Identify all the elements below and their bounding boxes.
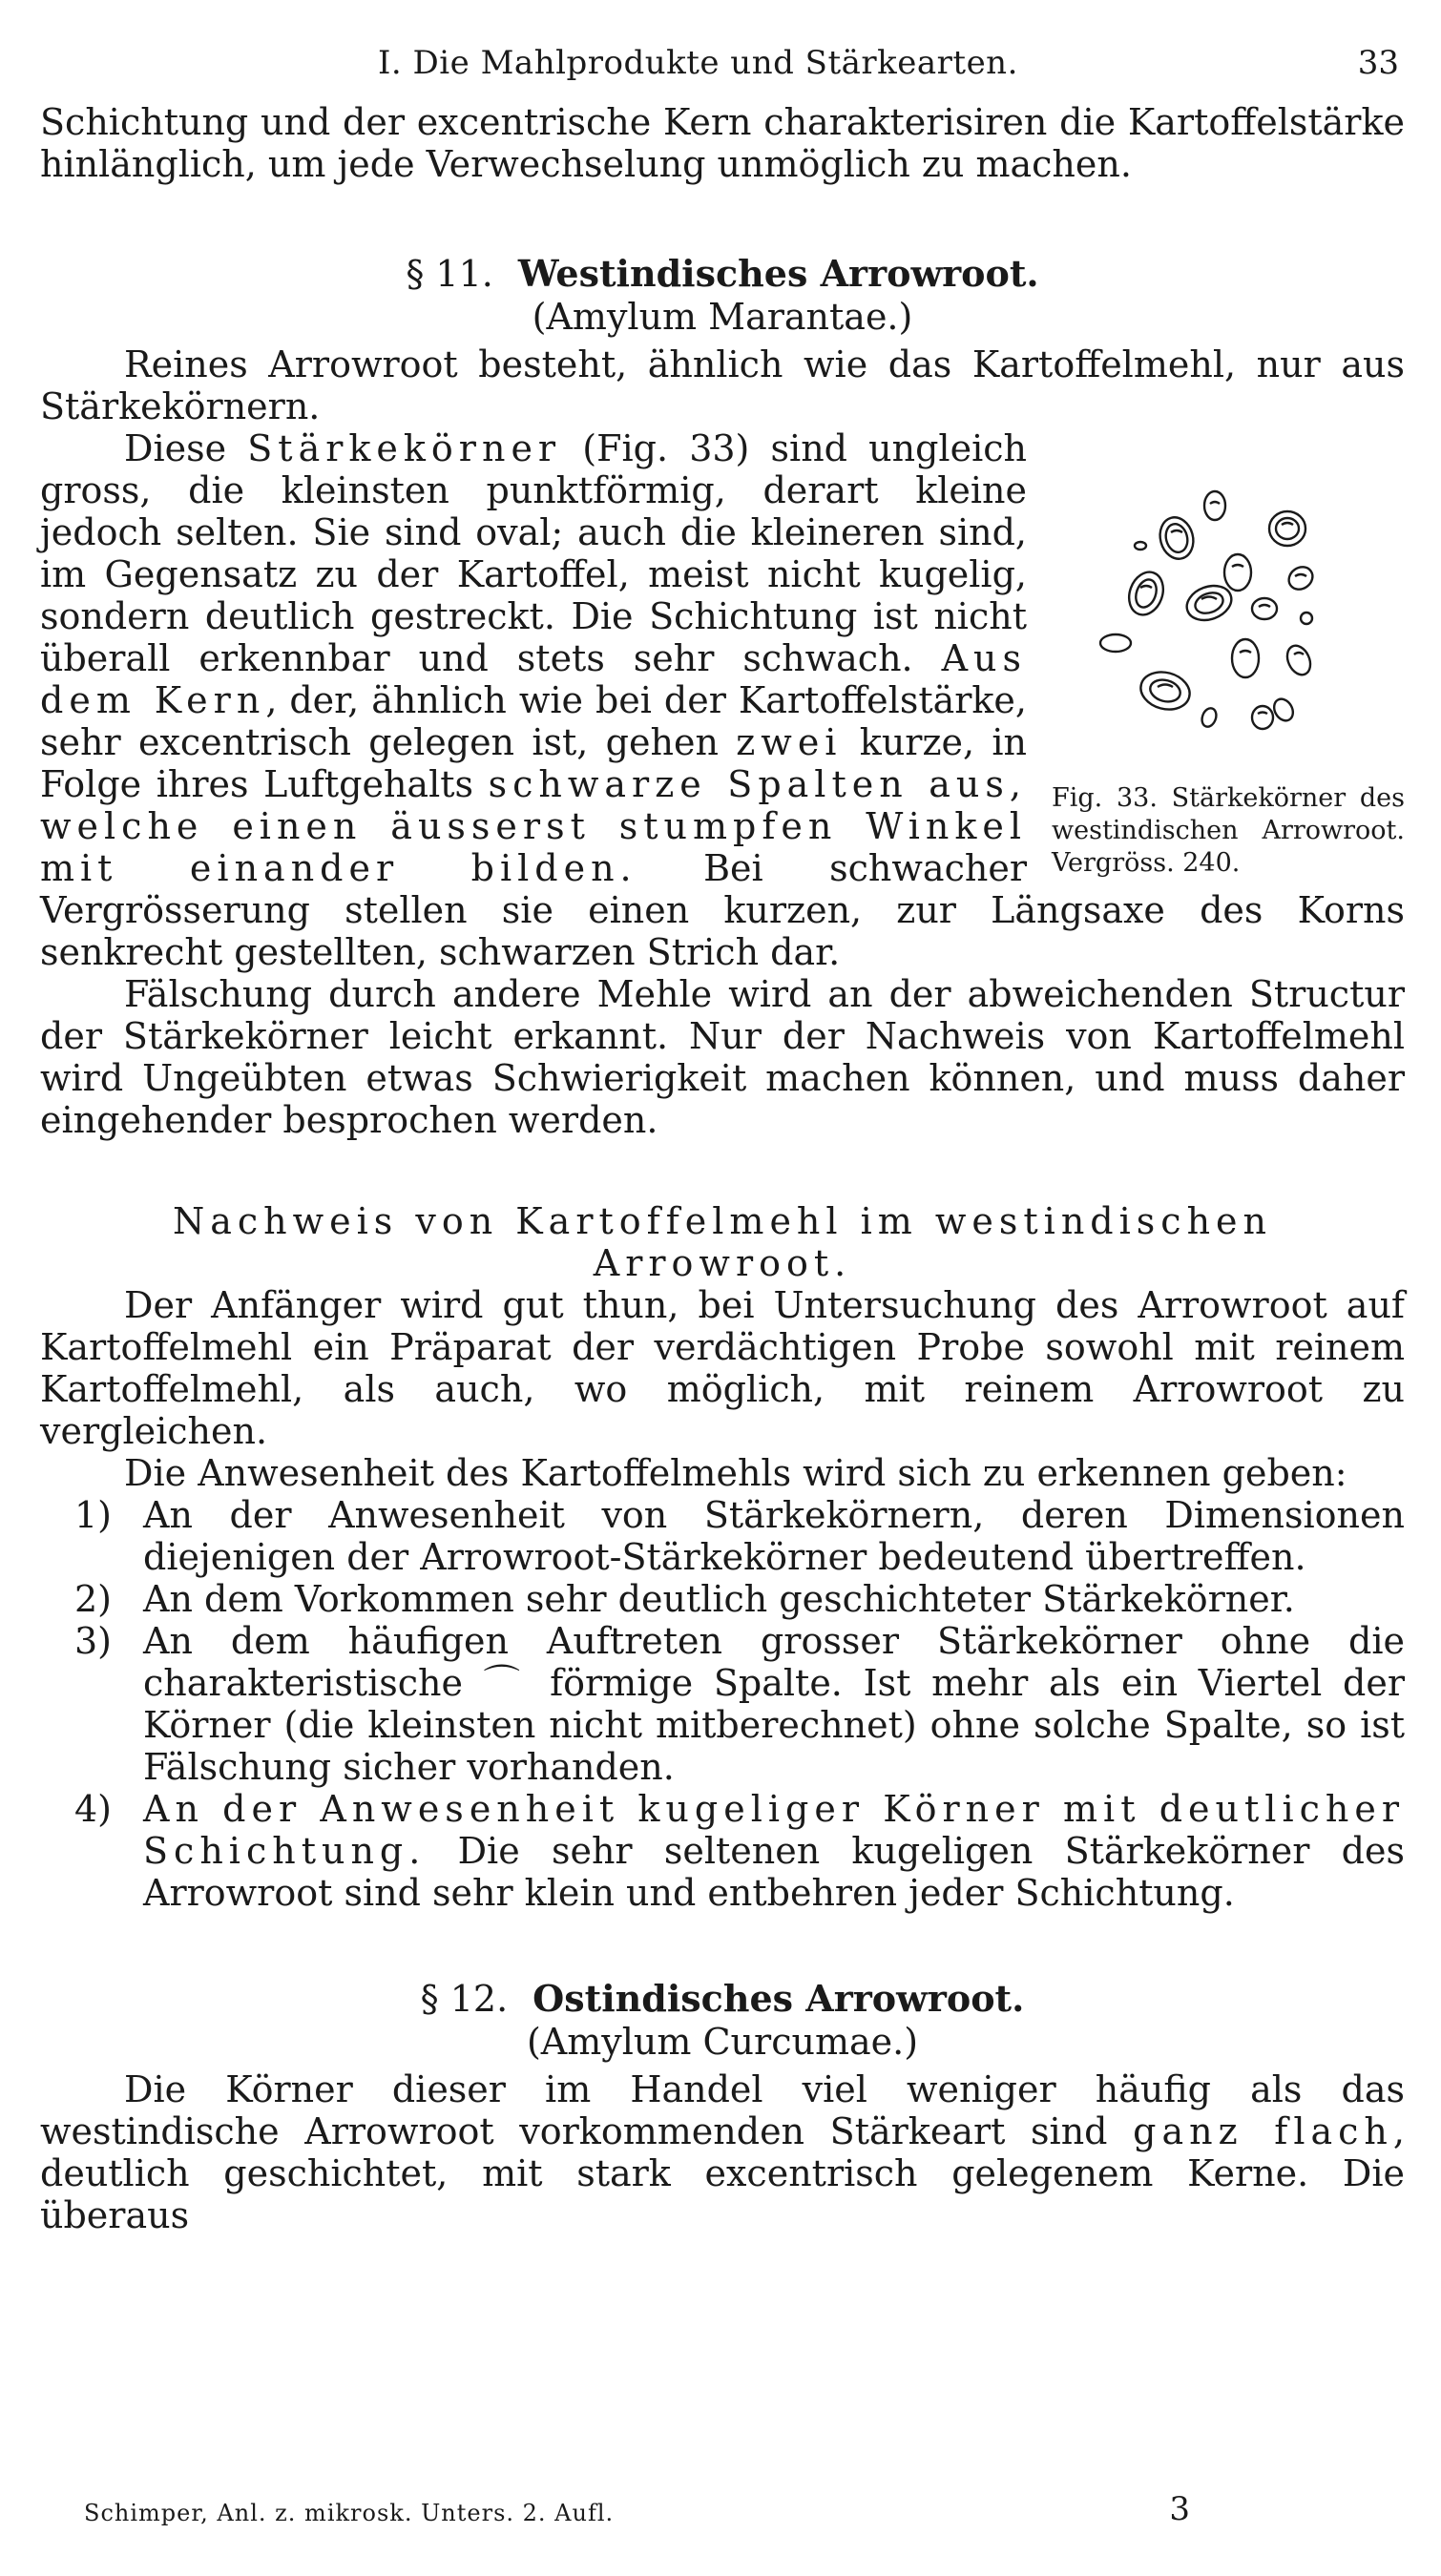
fissure-symbol: ⌒ bbox=[483, 1662, 530, 1704]
text-run: Bei schwacher Vergrösserung stellen sie einen kurzen, zur Längsaxe des Korns senkrecht gestellten, schwarzen Strich dar. bbox=[40, 847, 1405, 973]
starch-grain bbox=[1137, 667, 1194, 715]
page-number: 33 bbox=[1357, 44, 1399, 82]
text-run: Diese bbox=[124, 427, 248, 469]
section-12-paragraph-1 bbox=[40, 2068, 1405, 2236]
nachweis-heading-line-2: Arrowroot. bbox=[593, 1242, 852, 1284]
starch-grain bbox=[1270, 696, 1297, 724]
figure-caption: Fig. 33. Stärkekörner des westindischen Arrowroot. Vergröss. 240. bbox=[1052, 783, 1405, 878]
spaced-emphasis: schwarze Spalten aus, welche einen äusserst stumpfen Winkel mit einander bilden. bbox=[40, 763, 1027, 889]
nachweis-paragraph-1: Der Anfänger wird gut thun, bei Untersuchung des Arrowroot auf Kartoffelmehl ein Präparat der verdächtigen Probe sowohl mit reinem Kartoffelmehl, als auch, wo möglich, mit reinem Arrowroot zu vergleichen. bbox=[40, 1284, 1405, 1452]
text-run: , deutlich geschichtet, mit stark excentrisch gelegenem Kerne. Die überaus bbox=[40, 2110, 1406, 2236]
nachweis-paragraph-2: Die Anwesenheit des Kartoffelmehls wird sich zu erkennen geben: bbox=[124, 1452, 1347, 1494]
list-item-text: An der Anwesenheit von Stärkekörnern, deren Dimensionen diejenigen der Arrowroot-Stärkekörner bedeutend übertreffen. bbox=[143, 1494, 1405, 1578]
section-12-heading bbox=[40, 1977, 1405, 2021]
section-11-heading bbox=[40, 252, 1405, 296]
list-item-number: 4) bbox=[74, 1788, 113, 1830]
section-12-title: Ostindisches Arrowroot. bbox=[533, 1977, 1025, 2020]
list-item bbox=[40, 1620, 1405, 1788]
footer-citation: Schimper, Anl. z. mikrosk. Unters. 2. Aufl. bbox=[84, 2500, 615, 2526]
starch-grain bbox=[1252, 598, 1277, 619]
running-head bbox=[40, 42, 1405, 101]
section-11-number: § 11. bbox=[406, 253, 493, 295]
section-11-title: Westindisches Arrowroot. bbox=[517, 252, 1039, 295]
signature-mark: 3 bbox=[1169, 2490, 1191, 2528]
list-item-text: An dem häufigen Auftreten grosser Stärkekörner ohne die charakteristische bbox=[143, 1620, 1405, 1704]
starch-grain bbox=[1301, 613, 1312, 624]
list-item-number: 2) bbox=[74, 1578, 113, 1620]
text-run: Die Körner dieser im Handel viel weniger häufig als das westindische Arrowroot vorkommenden Stärkeart sind bbox=[40, 2068, 1405, 2152]
section-12-subtitle: (Amylum Curcumae.) bbox=[526, 2021, 919, 2063]
starch-grain bbox=[1232, 639, 1259, 677]
spaced-emphasis: ganz flach bbox=[1133, 2110, 1393, 2152]
starch-grain bbox=[1135, 542, 1146, 550]
running-title: I. Die Mahlprodukte und Stärkearten. bbox=[378, 44, 1018, 82]
spaced-emphasis: zwei bbox=[736, 721, 843, 763]
list-item-text: förmige Spalte. Ist mehr als ein Viertel der Körner (die kleinsten nicht mitberechnet) ohne solche Spalte, so ist Fälschung sicher vorhanden. bbox=[143, 1662, 1405, 1788]
list-item bbox=[40, 1578, 1405, 1620]
starch-grain bbox=[1252, 706, 1273, 729]
nachweis-heading-line-1: Nachweis von Kartoffelmehl im westindischen bbox=[172, 1200, 1273, 1242]
section-11-paragraph-1: Reines Arrowroot besteht, ähnlich wie das Kartoffelmehl, nur aus Stärkekörnern. bbox=[40, 343, 1405, 427]
text-run: kurze, in Folge ihres Luftgehalts bbox=[40, 721, 1027, 805]
starch-grain bbox=[1284, 563, 1317, 594]
section-11-subtitle: (Amylum Marantae.) bbox=[532, 296, 913, 338]
starch-grain bbox=[1156, 513, 1198, 562]
spaced-emphasis: Aus dem Kern bbox=[40, 637, 1027, 721]
starch-grain bbox=[1269, 511, 1305, 546]
list-item-number: 1) bbox=[74, 1494, 113, 1536]
starch-grain bbox=[1123, 568, 1169, 620]
starch-grain bbox=[1224, 554, 1251, 591]
section-12-number: § 12. bbox=[420, 1978, 509, 2020]
list-item bbox=[40, 1788, 1405, 1914]
starch-grains-illustration bbox=[1085, 488, 1371, 765]
list-item-number: 3) bbox=[74, 1620, 113, 1662]
list-item bbox=[40, 1494, 1405, 1578]
nachweis-heading bbox=[40, 1200, 1405, 1284]
text-run: (Fig. 33) sind ungleich gross, die kleinsten punktförmig, derart kleine jedoch selten. Sie sind oval; auch die kleineren sind, im Gegensatz zu der Kartoffel, meist nicht kugelig, sondern deutlich gestreckt. Die Schichtung ist nicht überall erkennbar und stets sehr schwach. bbox=[40, 427, 1027, 679]
spaced-emphasis: An der Anwesenheit kugeliger Körner mit deutlicher Schichtung. bbox=[143, 1788, 1405, 1872]
list-item-text: Die sehr seltenen kugeligen Stärkekörner des Arrowroot sind sehr klein und entbehren jeder Schichtung. bbox=[143, 1830, 1405, 1914]
text-run: , der, ähnlich wie bei der Kartoffelstärke, sehr excentrisch gelegen ist, gehen bbox=[40, 679, 1027, 763]
starch-grain bbox=[1100, 634, 1131, 652]
criteria-list bbox=[40, 1494, 1405, 1914]
starch-grain bbox=[1200, 706, 1219, 729]
starch-grain bbox=[1283, 642, 1314, 678]
carryover-paragraph: Schichtung und der excentrische Kern charakterisiren die Kartoffelstärke hinlänglich, um jede Verwechselung unmöglich zu machen. bbox=[40, 101, 1405, 185]
starch-grain bbox=[1204, 491, 1225, 520]
section-11-paragraph-3: Fälschung durch andere Mehle wird an der abweichenden Structur der Stärkekörner leicht erkannt. Nur der Nachweis von Kartoffelmehl wird Ungeübten etwas Schwierigkeit machen können, und muss daher eingehender besprochen werden. bbox=[40, 973, 1405, 1141]
page-footer bbox=[84, 2492, 1191, 2534]
spaced-emphasis: Stärkekörner bbox=[247, 427, 562, 469]
figure-33 bbox=[1052, 488, 1405, 880]
list-item-text: An dem Vorkommen sehr deutlich geschichteter Stärkekörner. bbox=[143, 1578, 1295, 1620]
